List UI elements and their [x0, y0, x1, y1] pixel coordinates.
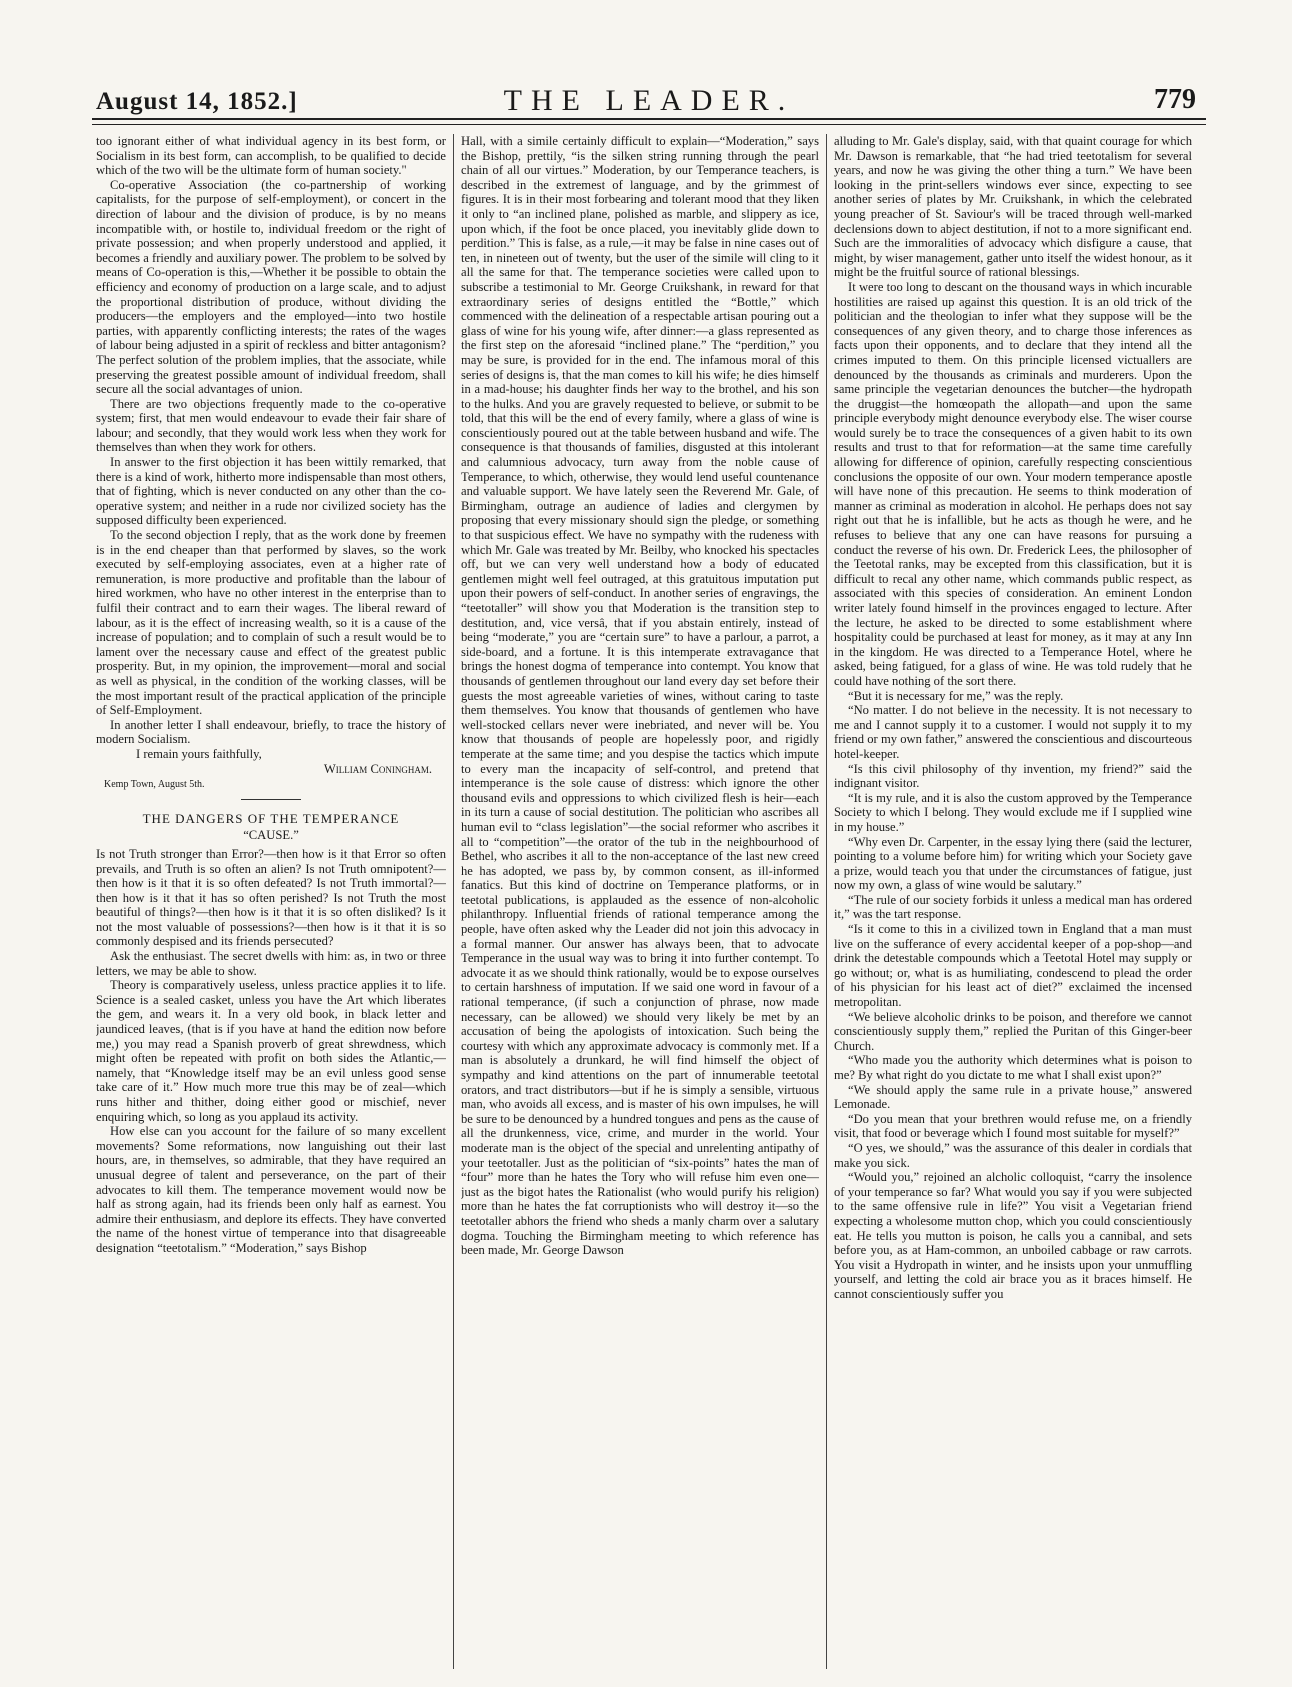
- page-number: 779: [1154, 84, 1196, 115]
- header-rule-thin: [92, 124, 1206, 125]
- paragraph: It were too long to descant on the thousand ways in which incurable hostilities are raised up against this question. It is an old trick of the politician and the theologian to infer what they suppose will be the consequences of any given theory, and to charge those inferences as facts upon their opponents, and to declare that they intend all the crimes imputed to them. On this principle licensed victuallers are denounced by the thousands as criminals and murderers. Upon the same principle the vegetarian denounces the butcher—the hydropath the druggist—the homœopath the allopath—and upon the same principle everybody might denounce everybody else. The wiser course would surely be to trace the consequences of a given habit to its own results and trust to that for reformation—at the same time carefully allowing for difference of opinion, carefully respecting conscientious conclusions the opposite of our own. Your modern temperance apostle will have none of this precaution. He seems to think moderation of manner as criminal as moderation in alcohol. He perhaps does not say right out that he is infallible, but he acts as though he were, and he refuses to believe that any one can have reasons for pursuing a conduct the reverse of his own. Dr. Frederick Lees, the philosopher of the Teetotal ranks, may be excepted from this classification, but it is difficult to recal any other name, which commands public respect, as associated with this species of consideration. An eminent London writer lately found himself in the provinces engaged to lecture. After the lecture, he asked to be directed to some establishment where hospitality could be purchased at least for money, as it may at any Inn in the kingdom. He was directed to a Temperance Hotel, where he asked, being fatigued, for a glass of wine. He was told rudely that he could have nothing of the sort there.: [834, 279, 1192, 688]
- paragraph: There are two objections frequently made to the co-operative system; first, that men would endeavour to evade their fair share of labour; and secondly, that they would work less when they work for themselves than when they work for others.: [96, 396, 446, 455]
- paragraph: “We believe alcoholic drinks to be poison, and therefore we cannot conscientiously supply them,” replied the Puritan of this Ginger-beer Church.: [834, 1009, 1192, 1053]
- letter-dateline: Kemp Town, August 5th.: [104, 779, 205, 791]
- paragraph: In another letter I shall endeavour, briefly, to trace the history of modern Socialism.: [96, 717, 446, 747]
- header-rule: [92, 118, 1206, 120]
- letter-signature: William Coningham.: [323, 761, 432, 776]
- page-header: [96, 78, 1202, 118]
- paragraph: alluding to Mr. Gale's display, said, with that quaint courage for which Mr. Dawson is remarkable, that “he had tried teetotalism for several years, and now he was giving the other thing a turn.” We have been looking in the print-sellers windows ever since, expecting to see another series of plates by Mr. Cruikshank, in which the celebrated young preacher of St. Saviour's will be traced through well-marked declensions down to abject destitution, if not to a more significant end. Such are the immoralities of advocacy which disfigure a cause, that might, by wiser management, gather unto itself the widest honour, as it might be the fruitful source of rational blessings.: [834, 134, 1192, 280]
- paragraph: Theory is comparatively useless, unless practice applies it to life. Science is a sealed casket, unless you have the Art which liberates the gem, and wears it. In a very old book, in black letter and jaundiced leaves, (that is if you have at hand the edition now before me,) you may read a Spanish proverb of great shrewdness, which might often be repeated with profit on both sides the Atlantic,—namely, that “Knowledge itself may be an evil unless good sense take care of it.” How much more true this may be of zeal—which runs hither and thither, doing either good or mischief, never enquiring which, so long as you applaud its activity.: [96, 978, 446, 1124]
- article-subtitle: “CAUSE.”: [243, 828, 299, 843]
- paragraph: How else can you account for the failure of so many excellent movements? Some reformations, now languishing out their last hours, are, in themselves, so admirable, that they have required an unusual degree of talent and perseverance, on the part of their advocates to kill them. The temperance movement would now be half as strong again, had its friends been only half as earnest. You admire their enthusiasm, and deplore its effects. They have converted the name of the honest virtue of temperance into that disagreeable designation “teetotalism.” “Moderation,” says Bishop: [96, 1124, 446, 1255]
- column-divider: [453, 134, 454, 1669]
- paragraph: “It is my rule, and it is also the custom approved by the Temperance Society to which I belong. They would exclude me if I supplied wine in my house.”: [834, 790, 1192, 834]
- column-3: [834, 134, 1192, 1669]
- letter-signoff: I remain yours faithfully,: [136, 746, 262, 761]
- paragraph: “No matter. I do not believe in the necessity. It is not necessary to me and I cannot supply it to a customer. I would not supply it to my friend or my own father,” answered the conscientious and discourteous hotel-keeper.: [834, 703, 1192, 761]
- column-1: [96, 134, 446, 1669]
- paragraph: “O yes, we should,” was the assurance of this dealer in cordials that make you sick.: [834, 1140, 1192, 1170]
- column-divider: [826, 134, 827, 1669]
- section-divider: [241, 799, 301, 800]
- paragraph: “But it is necessary for me,” was the reply.: [848, 688, 1064, 703]
- issue-date: August 14, 1852.]: [96, 88, 298, 115]
- paragraph: “The rule of our society forbids it unless a medical man has ordered it,” was the tart response.: [834, 892, 1192, 922]
- paragraph: To the second objection I reply, that as the work done by freemen is in the end cheaper than that performed by slaves, so the work executed by self-employing associates, even at a higher rate of remuneration, is more productive and profitable than the labour of hired workmen, who have no other interest in the enterprise than to fulfil their contract and to earn their wages. The liberal reward of labour, as it is the effect of increasing wealth, so it is a cause of the increase of population; and to complain of such a result would be to lament over the necessary cause and effect of the greatest public prosperity. But, in my opinion, the improvement—moral and social as well as physical, in the condition of the working classes, will be the most important result of the practical application of the principle of Self-Employment.: [96, 528, 446, 718]
- paragraph: “Do you mean that your brethren would refuse me, on a friendly visit, that food or beverage which I found most suitable for myself?”: [834, 1111, 1192, 1141]
- paragraph: Hall, with a simile certainly difficult to explain—“Moderation,” says the Bishop, prettily, “is the silken string running through the pearl chain of all our virtues.” Moderation, by our Temperance teachers, is described in the extremest of language, and by the grimmest of figures. It is in their most forbearing and tolerant mood that they liken it only to “an inclined plane, polished as marble, and slippery as ice, upon which, if the foot be once placed, you inevitably glide down to perdition.” This is false, as a rule,—it may be false in nine cases out of ten, in nineteen out of twenty, but the user of the simile will cling to it all the same for that. The temperance societies were called upon to subscribe a testimonial to Mr. George Cruikshank, in reward for that extraordinary series of designs entitled the “Bottle,” which commenced with the delineation of a respectable artisan pouring out a glass of wine for his young wife, after dinner:—a glass represented as the first step on the aforesaid “inclined plane.” The “perdition,” you may be sure, is provided for in the end. The infamous moral of this series of designs is, that the man comes to kill his wife; he dies himself in a mad-house; his daughter finds her way to the brothel, and his son to the hulks. And you are gravely requested to believe, or submit to be told, that this will be the end of every family, where a glass of wine is conscientiously poured out at the table between husband and wife. The consequence is that thousands of families, disgusted at this intolerant and calumnious advocacy, turn away from the noble cause of Temperance, to which, otherwise, they would lend useful countenance and valuable support. We have lately seen the Reverend Mr. Gale, of Birmingham, outrage an audience of ladies and clergymen by proposing that every missionary should sign the pledge, or something to that suspicious effect. We have no sympathy with the rudeness with which Mr. Gale was treated by Mr. Beilby, who knocked his spectacles off, but we can very well understand how a body of educated gentlemen might well feel outraged, at this gratuitous imputation put upon their powers of self-conduct. In another series of engravings, the “teetotaller” will show you that Moderation is the transition step to destitution, and, vice versâ, that if you abstain entirely, instead of being “moderate,” you are “certain sure” to have a parlour, a parrot, a side-board, and a fortune. It is this intemperate extravagance that brings the honest dogma of temperance into contempt. You know that thousands of gentlemen throughout our land every day set before their guests the most agreeable varieties of wines, without caring to taste them themselves. You know that thousands of gentlemen who have well-stocked cellars never were inebriated, and never will be. You know that thousands of people are hopelessly poor, and rigidly temperate at the same time; and you despise the tactics which impute to every man the incapacity of self-control, and pretend that intemperance is the sole cause of distress: which ignore the other thousand evils and oppressions to which civilized flesh is heir—each in its turn a cause of social destitution. The politician who ascribes all human evil to “class legislation”—the social reformer who ascribes it all to “competition”—the orator of the tub in the neighbourhood of Bethel, who ascribes it all to the non-acceptance of the last new creed he has adopted, we pass by, by common consent, as ill-informed fanatics. But this kind of doctrine on Temperance platforms, or in teetotal publications, is applauded as the essence of non-alcoholic philanthropy. Influential friends of rational temperance among the people, have often asked why the Leader did not join this advocacy in a formal manner. Our answer has always been, that to advocate Temperance in the usual way was to bring it into further contempt. To advocate it as we should think rationally, would be to expose ourselves to certain harshness of imputation. If we said one word in favour of a rational temperance, (if such a conjunction of phrase, now made necessary, can be allowed) we should very likely be met by an accusation of being the apologists of intoxication. Such being the courtesy with which any approximate advocacy is commonly met. If a man is absolutely a drunkard, he will find himself the object of sympathy and kind attentions on the part of innumerable teetotal orators, and tract distributors—but if he is simply a sensible, virtuous man, who avoids all excess, and is master of his own impulses, he will be sure to be denounced by a hundred tongues and pens as the cause of all the drunkenness, vice, crime, and murder in the world. Your moderate man is the object of the special and unrelenting antipathy of your teetotaller. Just as the politician of “six-points” hates the man of “four” more than he hates the Tory who will refuse him even one—just as the bigot hates the Rationalist (who would purify his religion) more than he hates the fat corruptionists who will destroy it—so the teetotaller abhors the friend who sheds a manly charm over a salutary dogma. Touching the Birmingham meeting to which reference has been made, Mr. George Dawson: [461, 134, 819, 1258]
- paragraph: too ignorant either of what individual agency in its best form, or Socialism in its best form, can accomplish, to be qualified to decide which of the two will be the ultimate form of human society.": [96, 134, 446, 178]
- article-title: THE DANGERS OF THE TEMPERANCE: [142, 810, 400, 826]
- paragraph: “Is it come to this in a civilized town in England that a man must live on the sufferance of every accidental keeper of a pop-shop—and drink the detestable compounds which a Teetotal Hotel may supply or go without; or, what is as humiliating, condescend to plead the order of his physician for his least act of diet?” exclaimed the incensed metropolitan.: [834, 922, 1192, 1010]
- paragraph: Co-operative Association (the co-partnership of working capitalists, for the purpose of self-employment), or concert in the direction of labour and the division of produce, is by no means incompatible with, or hostile to, individual freedom or the right of private possession; and when properly understood and applied, it becomes a friendly and auxiliary power. The problem to be solved by means of Co-operation is this,—Whether it be possible to obtain the efficiency and economy of production on a large scale, and to adjust the proportional distribution of produce, without dividing the producers—the employers and the employed—into two hostile parties, with apparently conflicting interests; the rates of the wages of labour being adjusted in a spirit of reckless and bitter antagonism? The perfect solution of the problem implies, that the associate, while preserving the greatest possible amount of individual freedom, shall secure all the social advantages of union.: [96, 177, 446, 397]
- paragraph: “Is this civil philosophy of thy invention, my friend?” said the indignant visitor.: [834, 761, 1192, 791]
- paragraph: “Why even Dr. Carpenter, in the essay lying there (said the lecturer, pointing to a volume before him) for writing which your Society gave a prize, would teach you that under the circumstances of fatigue, just now my own, a glass of wine would be salutary.”: [834, 834, 1192, 893]
- masthead-title: THE LEADER.: [503, 84, 795, 117]
- paragraph: “Would you,” rejoined an alcholic colloquist, “carry the insolence of your temperance so far? What would you say if you were subjected to the same offensive rule in life?” You visit a Vegetarian friend expecting a wholesome mutton chop, which you could conscientiously eat. He tells you mutton is poison, he calls you a cannibal, and sets before you, as at Ham-common, an unboiled cabbage or raw carrots. You visit a Hydropath in winter, and he insists upon your unmuffling yourself, and letting the cold air brace you as it braces himself. He cannot conscientiously suffer you: [834, 1170, 1192, 1301]
- paragraph: Ask the enthusiast. The secret dwells with him: as, in two or three letters, we may be able to show.: [96, 949, 446, 978]
- paragraph: “Who made you the authority which determines what is poison to me? By what right do you dictate to me what I shall exist upon?”: [834, 1053, 1192, 1082]
- column-2: [461, 134, 819, 1669]
- paragraph: Is not Truth stronger than Error?—then how is it that Error so often prevails, and Truth is so often an alien? Is not Truth omnipotent?—then how is it that it is so often defeated? Is not Truth immortal?—then how is it that it has so often perished? Is not Truth the most beautiful of things?—then how is it that it is so often disliked? Is it not the most valuable of possessions?—then how is it that it is so commonly despised and its friends persecuted?: [96, 846, 446, 949]
- paragraph: In answer to the first objection it has been wittily remarked, that there is a kind of work, hitherto more indispensable than most others, that of fighting, which is never conducted on any other than the co-operative system; and neither in a rude nor civilized society has the supposed difficulty been experienced.: [96, 455, 446, 528]
- paragraph: “We should apply the same rule in a private house,” answered Lemonade.: [834, 1082, 1192, 1112]
